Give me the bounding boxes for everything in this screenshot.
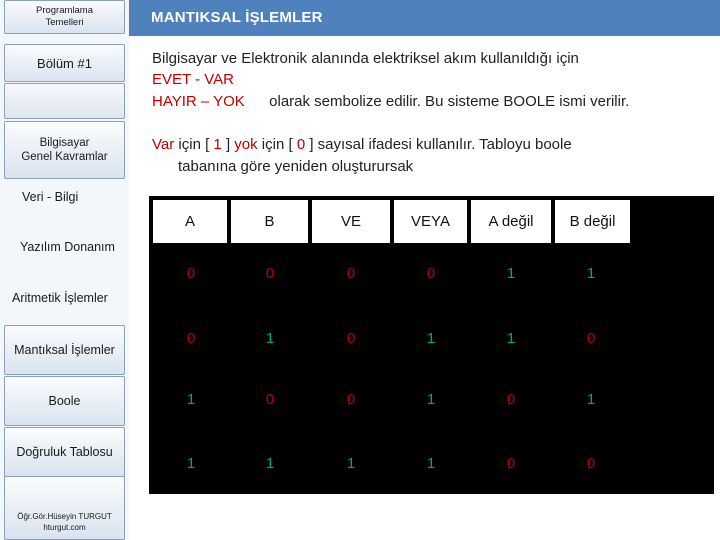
body-line4-d: ] sayısal ifadesi kullanılır. Tabloyu boole (309, 136, 572, 153)
body-line4-a: için [ (178, 136, 210, 153)
table-cell: 1 (586, 391, 596, 408)
sidebar-item-mantiksal-label: Mantıksal İşlemler (14, 343, 115, 357)
basics-line2: Genel Kavramlar (21, 151, 108, 163)
body-line4-yok: yok (234, 136, 258, 153)
course-title-line2: Temelleri (45, 17, 84, 28)
body-line2: EVET - VAR (152, 71, 234, 88)
sidebar-item-veri-bilgi[interactable]: Veri - Bilgi (22, 190, 79, 204)
table-cell: 0 (346, 391, 356, 408)
sidebar-item-boole[interactable] (4, 376, 125, 426)
table-cell: 0 (506, 391, 516, 408)
table-cell: 0 (586, 330, 596, 347)
table-cell: 1 (506, 330, 516, 347)
table-cell: 1 (186, 455, 196, 472)
body-line4-var: Var (152, 136, 175, 153)
sidebar-item-dogruluk[interactable] (4, 427, 125, 477)
table-header: A değil (471, 200, 551, 243)
table-cell: 1 (586, 265, 596, 282)
body-line4-one: 1 (213, 136, 222, 153)
table-cell: 1 (346, 455, 356, 472)
body-line1: Bilgisayar ve Elektronik alanında elektriksel akım kullanıldığı için (152, 50, 579, 67)
table-cell: 1 (506, 265, 516, 282)
sidebar-item-aritmetik[interactable]: Aritmetik İşlemler (12, 291, 108, 305)
author-site: hturgut.com (43, 523, 86, 532)
table-cell: 1 (426, 455, 436, 472)
table-cell: 0 (265, 265, 275, 282)
course-title-line1: Programlama (35, 5, 94, 16)
table-header: VE (312, 200, 390, 243)
table-cell: 0 (506, 455, 516, 472)
empty-nav-box[interactable] (4, 83, 125, 119)
author-box[interactable] (4, 476, 125, 540)
body-line3-red: HAYIR – YOK (152, 93, 245, 110)
basics-button[interactable] (4, 121, 125, 179)
sidebar-item-boole-label: Boole (48, 394, 81, 408)
basics-line1: Bilgisayar (39, 137, 90, 149)
course-title[interactable] (4, 0, 125, 34)
table-cell: 0 (346, 330, 356, 347)
table-cell: 1 (426, 330, 436, 347)
table-cell: 0 (186, 265, 196, 282)
body-line3-rest: olarak sembolize edilir. Bu sisteme BOOLE ismi verilir. (269, 93, 630, 110)
chapter-button[interactable] (4, 44, 125, 82)
body-line4-c: için [ (261, 136, 293, 153)
table-cell: 0 (265, 391, 275, 408)
table-cell: 1 (265, 330, 275, 347)
table-cell: 0 (186, 330, 196, 347)
table-cell: 0 (426, 265, 436, 282)
sidebar (0, 0, 129, 540)
body-line5: tabanına göre yeniden oluşturursak (178, 158, 414, 175)
sidebar-item-yazilim-donanim[interactable]: Yazılım Donanım (20, 240, 115, 254)
table-cell: 1 (265, 455, 275, 472)
page-title: MANTIKSAL İŞLEMLER (151, 9, 323, 26)
table-cell: 0 (586, 455, 596, 472)
sidebar-item-mantiksal[interactable] (4, 325, 125, 375)
table-header: B değil (555, 200, 630, 243)
body-line3 (152, 93, 629, 110)
table-cell: 1 (186, 391, 196, 408)
header-bar (129, 0, 720, 36)
table-header: VEYA (394, 200, 467, 243)
body-line4-b: ] (225, 136, 231, 153)
body-line4-zero: 0 (296, 136, 306, 153)
author-name: Öğr.Gör.Hüseyin TURGUT (17, 512, 112, 521)
table-cell: 0 (346, 265, 356, 282)
chapter-label: Bölüm #1 (37, 55, 92, 71)
table-header: A (153, 200, 227, 243)
sidebar-item-dogruluk-label: Doğruluk Tablosu (16, 445, 113, 459)
table-cell: 1 (426, 391, 436, 408)
body-line4 (152, 136, 572, 153)
table-header: B (231, 200, 308, 243)
